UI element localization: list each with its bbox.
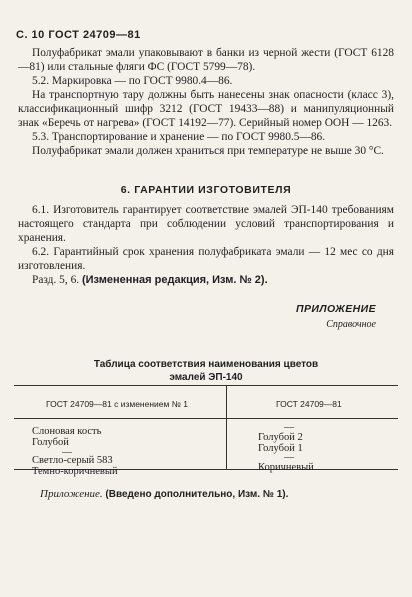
color-correspondence-table: [14, 385, 398, 477]
table-cell: Голубой: [32, 437, 69, 448]
paragraph: Полуфабрикат эмали должен храниться при температуре не выше 30 °С.: [32, 145, 384, 157]
amendment-note: [18, 273, 394, 287]
table-cell: —: [62, 447, 72, 458]
section-title: 6. ГАРАНТИИ ИЗГОТОВИТЕЛЯ: [120, 184, 292, 196]
table-rule: [14, 385, 398, 386]
table-rule: [14, 418, 398, 419]
appendix-label: [296, 302, 376, 332]
table-cell: Слоновая кость: [32, 426, 102, 437]
appendix-title: ПРИЛОЖЕНИЕ: [296, 303, 376, 315]
paragraph: На транспортную тару должны быть нанесены знак опасности (класс 3), классификационный шифр 3212 (ГОСТ 19433—88) и манипуляционный знак «Беречь от нагрева» (ГОСТ 14192—77). Серийный номер ООН — 1263.: [18, 89, 394, 129]
table-cell: Светло-серый 583: [32, 455, 113, 466]
table-cell: —: [284, 452, 294, 463]
table-cell: —: [284, 422, 294, 433]
table-title: [0, 358, 412, 384]
packaging-section: [18, 46, 394, 158]
page-header: С. 10 ГОСТ 24709—81: [16, 29, 141, 41]
amendment-prefix: Разд. 5, 6.: [32, 274, 80, 286]
table-title-line: эмалей ЭП-140: [169, 372, 243, 383]
paragraph: 5.3. Транспортирование и хранение — по ГОСТ 9980.5—86.: [32, 131, 326, 143]
table-column-divider: [226, 385, 227, 470]
footnote-text: (Введено дополнительно, Изм. № 1).: [105, 489, 289, 500]
warranty-section: [18, 203, 394, 287]
paragraph: Полуфабрикат эмали упаковывают в банки из черной жести (ГОСТ 6128—81) или стальные фляги ФС (ГОСТ 5799—78).: [18, 47, 394, 73]
paragraph: 5.2. Маркировка — по ГОСТ 9980.4—86.: [32, 75, 233, 87]
table-cell: Голубой 2: [258, 432, 303, 443]
column-header: ГОСТ 24709—81: [276, 399, 342, 409]
paragraph: 6.1. Изготовитель гарантирует соответствие эмалей ЭП-140 требованиям настоящего стандарта при соблюдении условий транспортирования и хранения.: [18, 204, 394, 244]
footnote-label: Приложение.: [40, 488, 103, 500]
appendix-subtitle: Справочное: [326, 319, 376, 330]
table-cell: Голубой 1: [258, 443, 303, 454]
column-header: ГОСТ 24709—81 с изменением № 1: [46, 399, 188, 409]
table-cell: Коричневый: [258, 462, 314, 473]
appendix-footnote: [40, 487, 288, 502]
paragraph: 6.2. Гарантийный срок хранения полуфабриката эмали — 12 мес со дня изготовления.: [18, 246, 394, 272]
table-cell: Темно-коричневый: [32, 466, 118, 477]
amendment-text: (Измененная редакция, Изм. № 2).: [81, 274, 268, 286]
table-title-line: Таблица соответствия наименования цветов: [93, 359, 319, 370]
